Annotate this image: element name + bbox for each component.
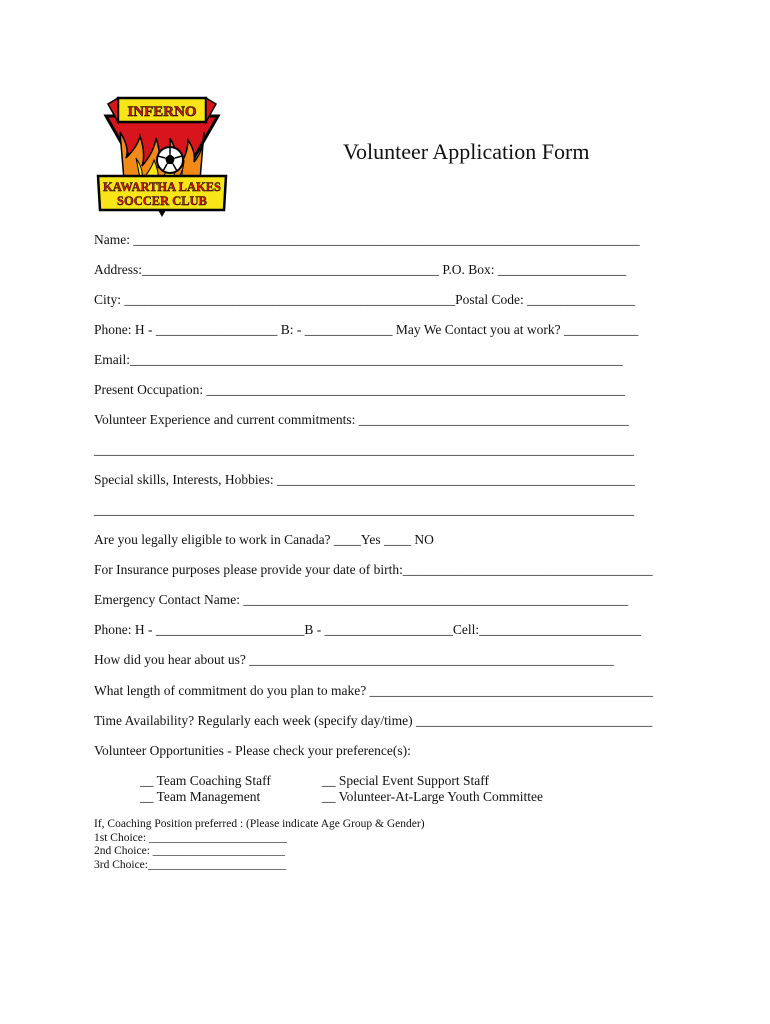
- skills-field[interactable]: Special skills, Interests, Hobbies: _____________________________________________________: [94, 472, 635, 487]
- opportunity-volunteer-at-large[interactable]: __ Volunteer-At-Large Youth Committee: [322, 789, 543, 804]
- opportunities-heading: Volunteer Opportunities - Please check your preference(s):: [94, 743, 411, 758]
- emergency-contact-field[interactable]: Emergency Contact Name: _________________________________________________________: [94, 592, 629, 607]
- logo-bottom-line2: SOCCER CLUB: [117, 194, 207, 208]
- logo-top-text: INFERNO: [127, 104, 197, 120]
- emergency-phone-field[interactable]: Phone: H - ______________________B - ___________________Cell:________________________: [94, 622, 642, 637]
- date-of-birth-field[interactable]: For Insurance purposes please provide your date of birth:_____________________________________: [94, 562, 653, 577]
- occupation-field[interactable]: Present Occupation: ______________________________________________________________: [94, 382, 625, 397]
- coaching-second-choice[interactable]: 2nd Choice: _______________________: [94, 845, 286, 857]
- soccer-ball-icon: [157, 147, 183, 173]
- logo-top-banner: [108, 98, 216, 122]
- opportunity-team-management[interactable]: __ Team Management: [140, 789, 261, 804]
- email-field[interactable]: Email:_________________________________________________________________________: [94, 352, 623, 367]
- address-field[interactable]: Address:____________________________________________ P.O. Box: ___________________: [94, 262, 627, 277]
- name-field[interactable]: Name: ___________________________________________________________________________: [94, 232, 640, 247]
- coaching-first-choice[interactable]: 1st Choice: ________________________: [94, 832, 287, 844]
- experience-field[interactable]: Volunteer Experience and current commitments: ________________________________________: [94, 412, 629, 427]
- coaching-instructions: If, Coaching Position preferred : (Please indicate Age Group & Gender): [94, 818, 425, 830]
- commitment-field[interactable]: What length of commitment do you plan to make? __________________________________________: [94, 683, 654, 698]
- logo-bottom-banner: [98, 176, 226, 210]
- referral-field[interactable]: How did you hear about us? ______________________________________________________: [94, 652, 614, 667]
- experience-field-continued[interactable]: ________________________________________________________________________________: [94, 442, 634, 457]
- city-field[interactable]: City: _________________________________________________Postal Code: ________________: [94, 292, 636, 307]
- opportunity-team-coaching[interactable]: __ Team Coaching Staff: [140, 773, 271, 788]
- availability-field[interactable]: Time Availability? Regularly each week (specify day/time) ___________________________________: [94, 713, 653, 728]
- page-title: Volunteer Application Form: [343, 139, 590, 164]
- club-logo: [96, 96, 228, 222]
- phone-field[interactable]: Phone: H - __________________ B: - _____________ May We Contact you at work? ___________: [94, 322, 639, 337]
- eligibility-field[interactable]: Are you legally eligible to work in Canada? ____Yes ____ NO: [94, 532, 434, 547]
- logo-bottom-line1: KAWARTHA LAKES: [103, 180, 221, 194]
- opportunity-special-event[interactable]: __ Special Event Support Staff: [322, 773, 489, 788]
- skills-field-continued[interactable]: ________________________________________________________________________________: [94, 502, 634, 517]
- coaching-third-choice[interactable]: 3rd Choice:________________________: [94, 859, 286, 871]
